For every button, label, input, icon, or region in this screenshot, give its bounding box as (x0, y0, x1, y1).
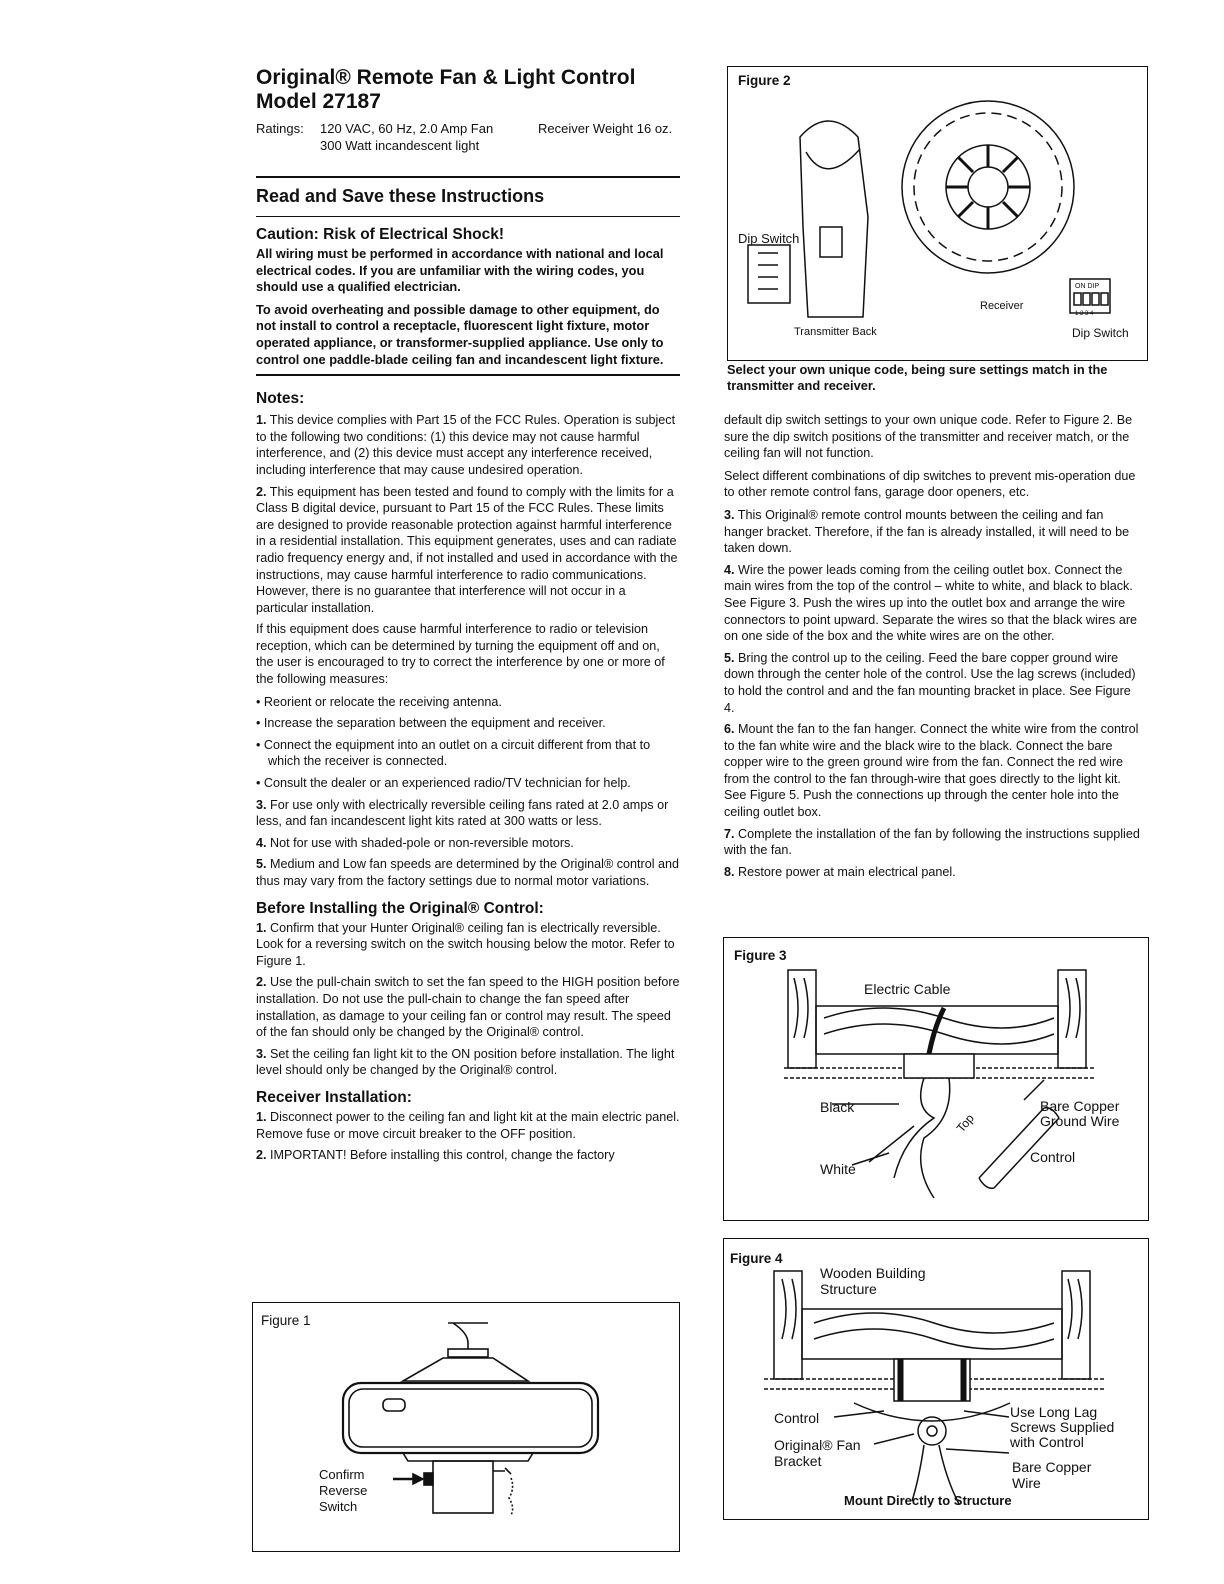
before-installing-heading: Before Installing the Original® Control: (256, 899, 544, 917)
figure-3 (723, 937, 1149, 1221)
divider (256, 216, 680, 217)
page-title: Original® Remote Fan & Light Control (256, 66, 636, 89)
before-list (256, 920, 680, 1079)
figure-label: Figure 3 (734, 948, 787, 963)
list-item: 2. This equipment has been tested and found to comply with the limits for a Class B digital device, pursuant to Part 15 of the FCC Rules. These limits are designed to provide reasonable protection against harmful interference in a residential installation. This equipment generates, uses and can radiate radio frequency energy and, if not installed and used in accordance with the instructions, may cause harmful interference to radio communications. However, there is no guarantee that interference will not occur in a particular installation. (256, 484, 678, 615)
receiver-list (256, 1109, 680, 1164)
notes-heading: Notes: (256, 390, 305, 408)
wooden-structure-label: Wooden Building Structure (820, 1265, 926, 1297)
electric-cable-label: Electric Cable (864, 981, 951, 997)
list-item: • Consult the dealer or an experienced radio/TV technician for help. (256, 776, 631, 791)
measures-list (256, 694, 680, 792)
notes-list (256, 412, 680, 616)
list-item: 5. Bring the control up to the ceiling. Feed the bare copper ground wire down through the center hole of the control. Use the lag screws (included) to hold the control and and the fan mounting bracket in place. See Figure 4. (724, 650, 1136, 715)
control-label: Control (1030, 1149, 1076, 1165)
list-item: 8. Restore power at main electrical panel. (724, 864, 956, 879)
figure-label: Figure 1 (261, 1313, 311, 1328)
receiver-list-continued (724, 507, 1144, 880)
confirm-reverse-switch-label: Confirm Reverse Switch (319, 1467, 368, 1514)
figure-label: Figure 2 (738, 73, 791, 88)
caution-paragraph-2: To avoid overheating and possible damage to other equipment, do not install to control a receptacle, fluorescent light fixture, motor operated appliance, or transformer-supplied appliance. Use only to control one paddle-blade ceiling fan and incandescent light fixture. (256, 301, 664, 367)
control-label: Control (774, 1410, 820, 1426)
ratings-value-fan: 120 VAC, 60 Hz, 2.0 Amp Fan (320, 121, 494, 136)
receiver-weight: Receiver Weight 16 oz. (538, 121, 673, 136)
transmitter-back-label: Transmitter Back (794, 326, 877, 338)
list-item: 3. For use only with electrically reversible ceiling fans rated at 2.0 amps or less, and fan incandescent light kits rated at 300 watts or less. (256, 797, 669, 829)
notes-list-continued (256, 797, 680, 890)
lag-screws-label: Use Long Lag Screws Supplied with Control (1010, 1404, 1115, 1450)
right-column (724, 412, 1144, 885)
list-item: 1. Confirm that your Hunter Original® ceiling fan is electrically reversible. Look for a reversing switch on the switch housing below the motor. Refer to Figure 1. (256, 920, 675, 968)
divider (256, 176, 680, 178)
figure-4-caption: Mount Directly to Structure (844, 1493, 1012, 1508)
model-number: Model 27187 (256, 90, 381, 113)
figure-4 (723, 1238, 1149, 1520)
ratings-value-light: 300 Watt incandescent light (320, 138, 480, 153)
read-save-heading: Read and Save these Instructions (256, 186, 545, 206)
list-item: 1. This device complies with Part 15 of the FCC Rules. Operation is subject to the following two conditions: (1) this device may not cause harmful interference, and (2) this device must accept any interference received, including interference that may cause undesired operation. (256, 413, 676, 477)
on-dip-label: ON DIP (1075, 283, 1100, 290)
fan-motor-illustration (253, 1303, 679, 1551)
figure-1 (252, 1302, 680, 1552)
continued-paragraph: default dip switch settings to your own unique code. Refer to Figure 2. Be sure the dip switch positions of the transmitter and receiver match, or the ceiling fan will not function. (724, 413, 1133, 461)
list-item: 6. Mount the fan to the fan hanger. Connect the white wire from the control to the fan white wire and the black wire to the black. Connect the bare copper wire to the green ground wire from the fan. Connect the red wire from the control to the fan through-wire that goes directly to the light kit. See Figure 5. Push the connections up through the center hole into the ceiling outlet box. (724, 722, 1139, 820)
list-item: • Increase the separation between the equipment and receiver. (256, 716, 606, 731)
top-label: Top (953, 1111, 977, 1136)
list-item: 3. Set the ceiling fan light kit to the ON position before installation. The light level should only be changed by the Original® control. (256, 1046, 675, 1078)
list-item: • Connect the equipment into an outlet on a circuit different from that to which the receiver is connected. (256, 737, 651, 769)
dip-combination-paragraph: Select different combinations of dip switches to prevent mis-operation due to other remote control fans, garage door openers, etc. (724, 468, 1136, 500)
caution-heading: Caution: Risk of Electrical Shock! (256, 226, 505, 243)
receiver-label: Receiver (980, 300, 1024, 312)
list-item: 1. Disconnect power to the ceiling fan and light kit at the main electric panel. Remove fuse or move circuit breaker to the OFF position. (256, 1109, 680, 1141)
ratings (256, 120, 680, 154)
list-item: 7. Complete the installation of the fan by following the instructions supplied with the fan. (724, 826, 1140, 858)
list-item: 4. Wire the power leads coming from the ceiling outlet box. Connect the main wires from the top of the control – white to white, and black to black. See Figure 3. Push the wires up into the outlet box and arrange the wire connectors to point upward. Separate the wires so that the black wires are on one side of the box and the white wires are on the other. (724, 562, 1138, 644)
list-item: 2. Use the pull-chain switch to set the fan speed to the HIGH position before installation. Do not use the pull-chain to change the fan speed after installation, as damage to your ceiling fan or control may result. The speed of the fan should only be changed by the Original® control. (256, 975, 680, 1040)
white-wire-label: White (820, 1161, 856, 1177)
left-column (256, 66, 680, 1169)
figure-label: Figure 4 (730, 1251, 783, 1266)
dip-numbers: 1 2 3 4 (1075, 311, 1094, 317)
bare-copper-wire-label: Bare Copper Wire (1012, 1459, 1092, 1491)
receiver-installation-heading: Receiver Installation: (256, 1088, 412, 1106)
list-item: 3. This Original® remote control mounts between the ceiling and fan hanger bracket. Therefore, if the fan is already installed, it will need to be taken down. (724, 507, 1130, 556)
black-wire-label: Black (820, 1099, 855, 1115)
divider (256, 374, 680, 376)
list-item: 2. IMPORTANT! Before installing this control, change the factory (256, 1148, 615, 1163)
notes-paragraph: If this equipment does cause harmful interference to radio or television reception, which can be determined by turning the equipment off and on, the user is encouraged to try to correct the interference by one or more of the following measures: (256, 622, 665, 687)
dip-switch-label-2: Dip Switch (1072, 326, 1129, 340)
caution-paragraph-1: All wiring must be performed in accordance with national and local electrical codes. If you are unfamiliar with the wiring codes, you should use a qualified electrician. (256, 246, 664, 295)
figure-2-caption: Select your own unique code, being sure settings match in the transmitter and receiver. (727, 362, 1108, 393)
list-item: • Reorient or relocate the receiving antenna. (256, 694, 502, 709)
fan-bracket-label: Original® Fan Bracket (774, 1437, 861, 1469)
figure-2 (727, 66, 1148, 361)
dip-switch-label: Dip Switch (738, 231, 800, 246)
bare-copper-ground-label: Bare Copper Ground Wire (1040, 1098, 1120, 1129)
ratings-values (320, 120, 538, 154)
list-item: 4. Not for use with shaded-pole or non-reversible motors. (256, 835, 574, 850)
list-item: 5. Medium and Low fan speeds are determined by the Original® control and thus may vary from the factory settings due to normal motor variations. (256, 857, 680, 888)
ratings-label: Ratings: (256, 121, 304, 136)
